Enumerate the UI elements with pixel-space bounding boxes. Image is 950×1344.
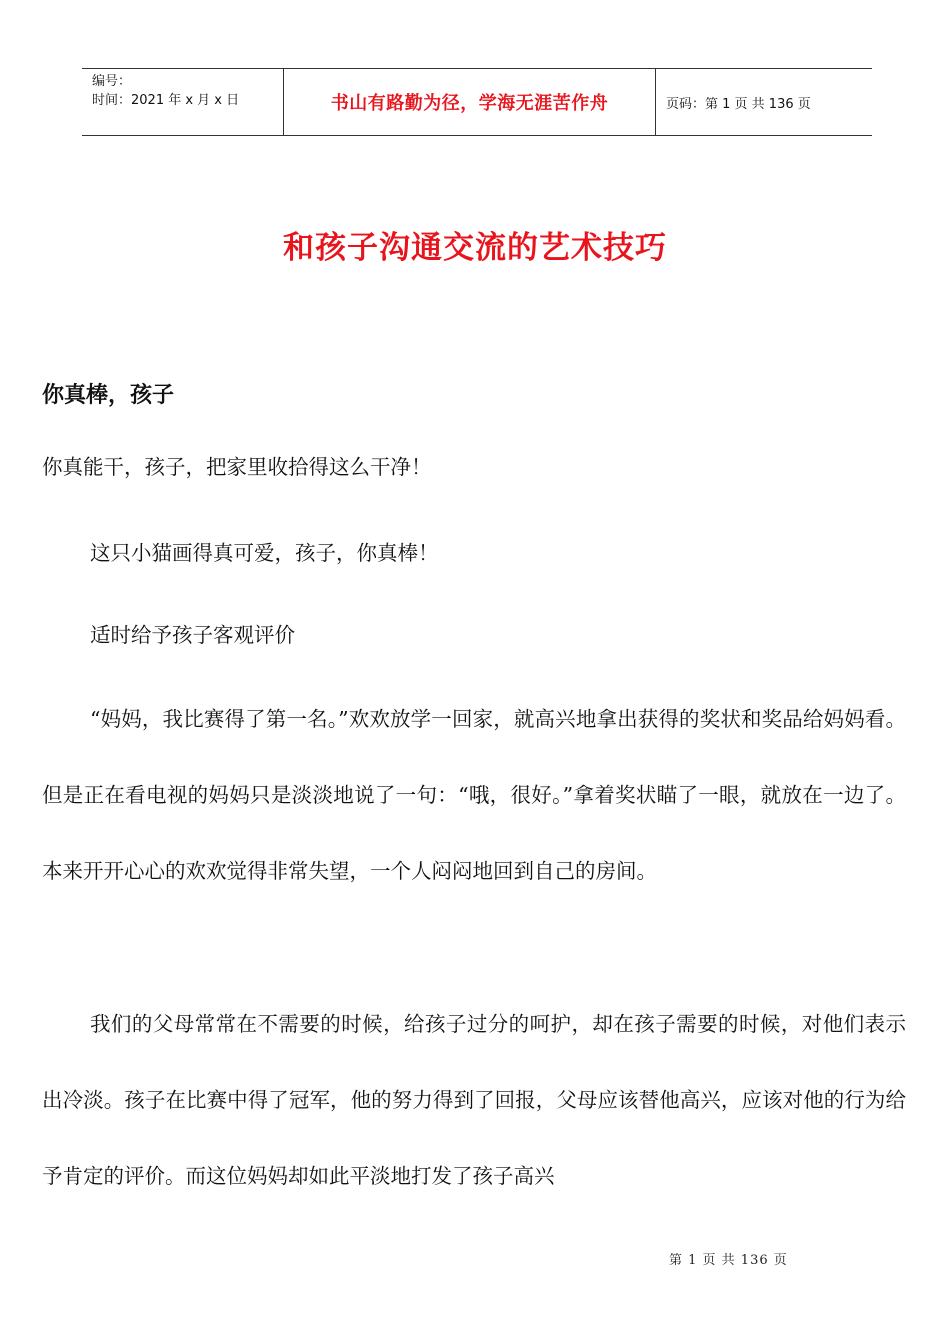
section-heading: 你真棒，孩子 bbox=[42, 383, 175, 408]
header-time-label: 时间：2021 年 x 月 x 日 bbox=[92, 93, 240, 108]
paragraph-3: 适时给予孩子客观评价 bbox=[90, 623, 295, 647]
paragraph-1: 你真能干，孩子，把家里收拾得这么干净！ bbox=[42, 455, 432, 479]
page-footer: 第 1 页 共 136 页 bbox=[669, 1253, 788, 1268]
header-motto: 书山有路勤为径，学海无涯苦作舟 bbox=[284, 69, 656, 135]
header-number-label: 编号： bbox=[92, 74, 132, 89]
paragraph-2: 这只小猫画得真可爱，孩子，你真棒！ bbox=[90, 541, 439, 565]
document-header bbox=[82, 68, 872, 136]
header-meta bbox=[82, 69, 284, 135]
header-page-info: 页码：第 1 页 共 136 页 bbox=[666, 96, 811, 112]
document-title: 和孩子沟通交流的艺术技巧 bbox=[283, 230, 667, 266]
paragraph-5: 我们的父母常常在不需要的时候，给孩子过分的呵护，却在孩子需要的时候，对他们表示出冷淡。孩子在比赛中得了冠军，他的努力得到了回报，父母应该替他高兴，应该对他的行为给予肯定的评价。而这位妈妈却如此平淡地打发了孩子高兴 bbox=[42, 1012, 906, 1188]
paragraph-4: “妈妈，我比赛得了第一名。”欢欢放学一回家，就高兴地拿出获得的奖状和奖品给妈妈看。但是正在看电视的妈妈只是淡淡地说了一句：“哦，很好。”拿着奖状瞄了一眼，就放在一边了。本来开开心心的欢欢觉得非常失望，一个人闷闷地回到自己的房间。 bbox=[42, 707, 906, 883]
